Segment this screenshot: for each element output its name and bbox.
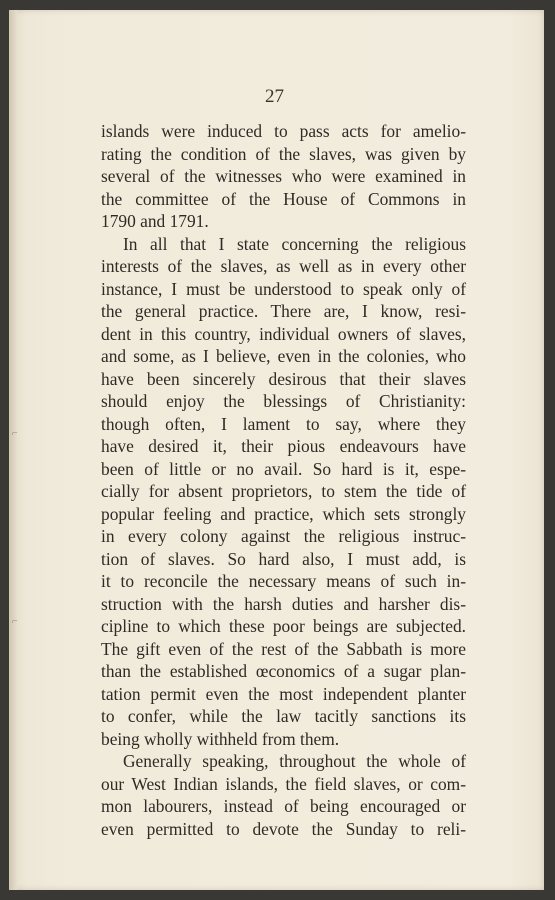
text-line: Generally speaking, throughout the whole of xyxy=(123,751,466,771)
text-line: cipline to which these poor beings are subjected. xyxy=(101,616,466,636)
text-line: In all that I state concerning the religious xyxy=(123,233,466,254)
text-line: cially for absent proprietors, to stem the tide of xyxy=(101,481,466,501)
text-line: have been sincerely desirous that their slaves xyxy=(101,368,466,389)
text-line: mon labourers, instead of being encouraged or xyxy=(101,796,466,816)
text-line: though often, I lament to say, where they xyxy=(101,413,466,434)
text-line: popular feeling and practice, which sets strongly xyxy=(101,503,466,524)
page-number: 27 xyxy=(265,86,284,107)
text-line: our West Indian islands, the field slaves, or com- xyxy=(101,773,466,794)
body-text xyxy=(101,120,466,840)
text-line: 1790 and 1791. xyxy=(101,211,209,231)
margin-mark-mark: ⌐ xyxy=(12,616,18,627)
text-line: than the established œconomics of a sugar plan- xyxy=(101,661,466,681)
text-line: should enjoy the blessings of Christianity: xyxy=(101,391,466,411)
text-line: being wholly withheld from them. xyxy=(101,728,340,749)
text-line: The gift even of the rest of the Sabbath is more xyxy=(101,638,466,659)
text-line: it to reconcile the necessary means of such in- xyxy=(101,571,466,591)
text-line: the committee of the House of Commons in xyxy=(101,188,466,209)
text-line: interests of the slaves, as well as in every other xyxy=(101,256,466,276)
text-line: struction with the harsh duties and harsher dis- xyxy=(101,593,466,614)
text-line: tation permit even the most independent planter xyxy=(101,683,466,704)
text-line: tion of slaves. So hard also, I must add, is xyxy=(101,548,466,569)
text-line: been of little or no avail. So hard is it, espe- xyxy=(101,458,466,479)
text-line: dent in this country, individual owners of slaves, xyxy=(101,323,466,344)
text-line: have desired it, their pious endeavours have xyxy=(101,436,466,456)
book-page xyxy=(9,10,544,890)
text-line: to confer, while the law tacitly sanctions its xyxy=(101,706,466,726)
text-line: even permitted to devote the Sunday to reli- xyxy=(101,818,466,839)
text-line: and some, as I believe, even in the colonies, who xyxy=(101,346,466,366)
text-line: islands were induced to pass acts for amelio- xyxy=(101,121,466,141)
text-line: the general practice. There are, I know, resi- xyxy=(101,301,466,321)
text-line: several of the witnesses who were examined in xyxy=(101,166,466,186)
text-line: instance, I must be understood to speak only of xyxy=(101,278,466,299)
text-line: in every colony against the religious instruc- xyxy=(101,526,466,546)
text-line: rating the condition of the slaves, was given by xyxy=(101,143,466,164)
margin-mark-mark: ⌐ xyxy=(12,428,18,439)
page-binding-edge xyxy=(9,10,17,890)
